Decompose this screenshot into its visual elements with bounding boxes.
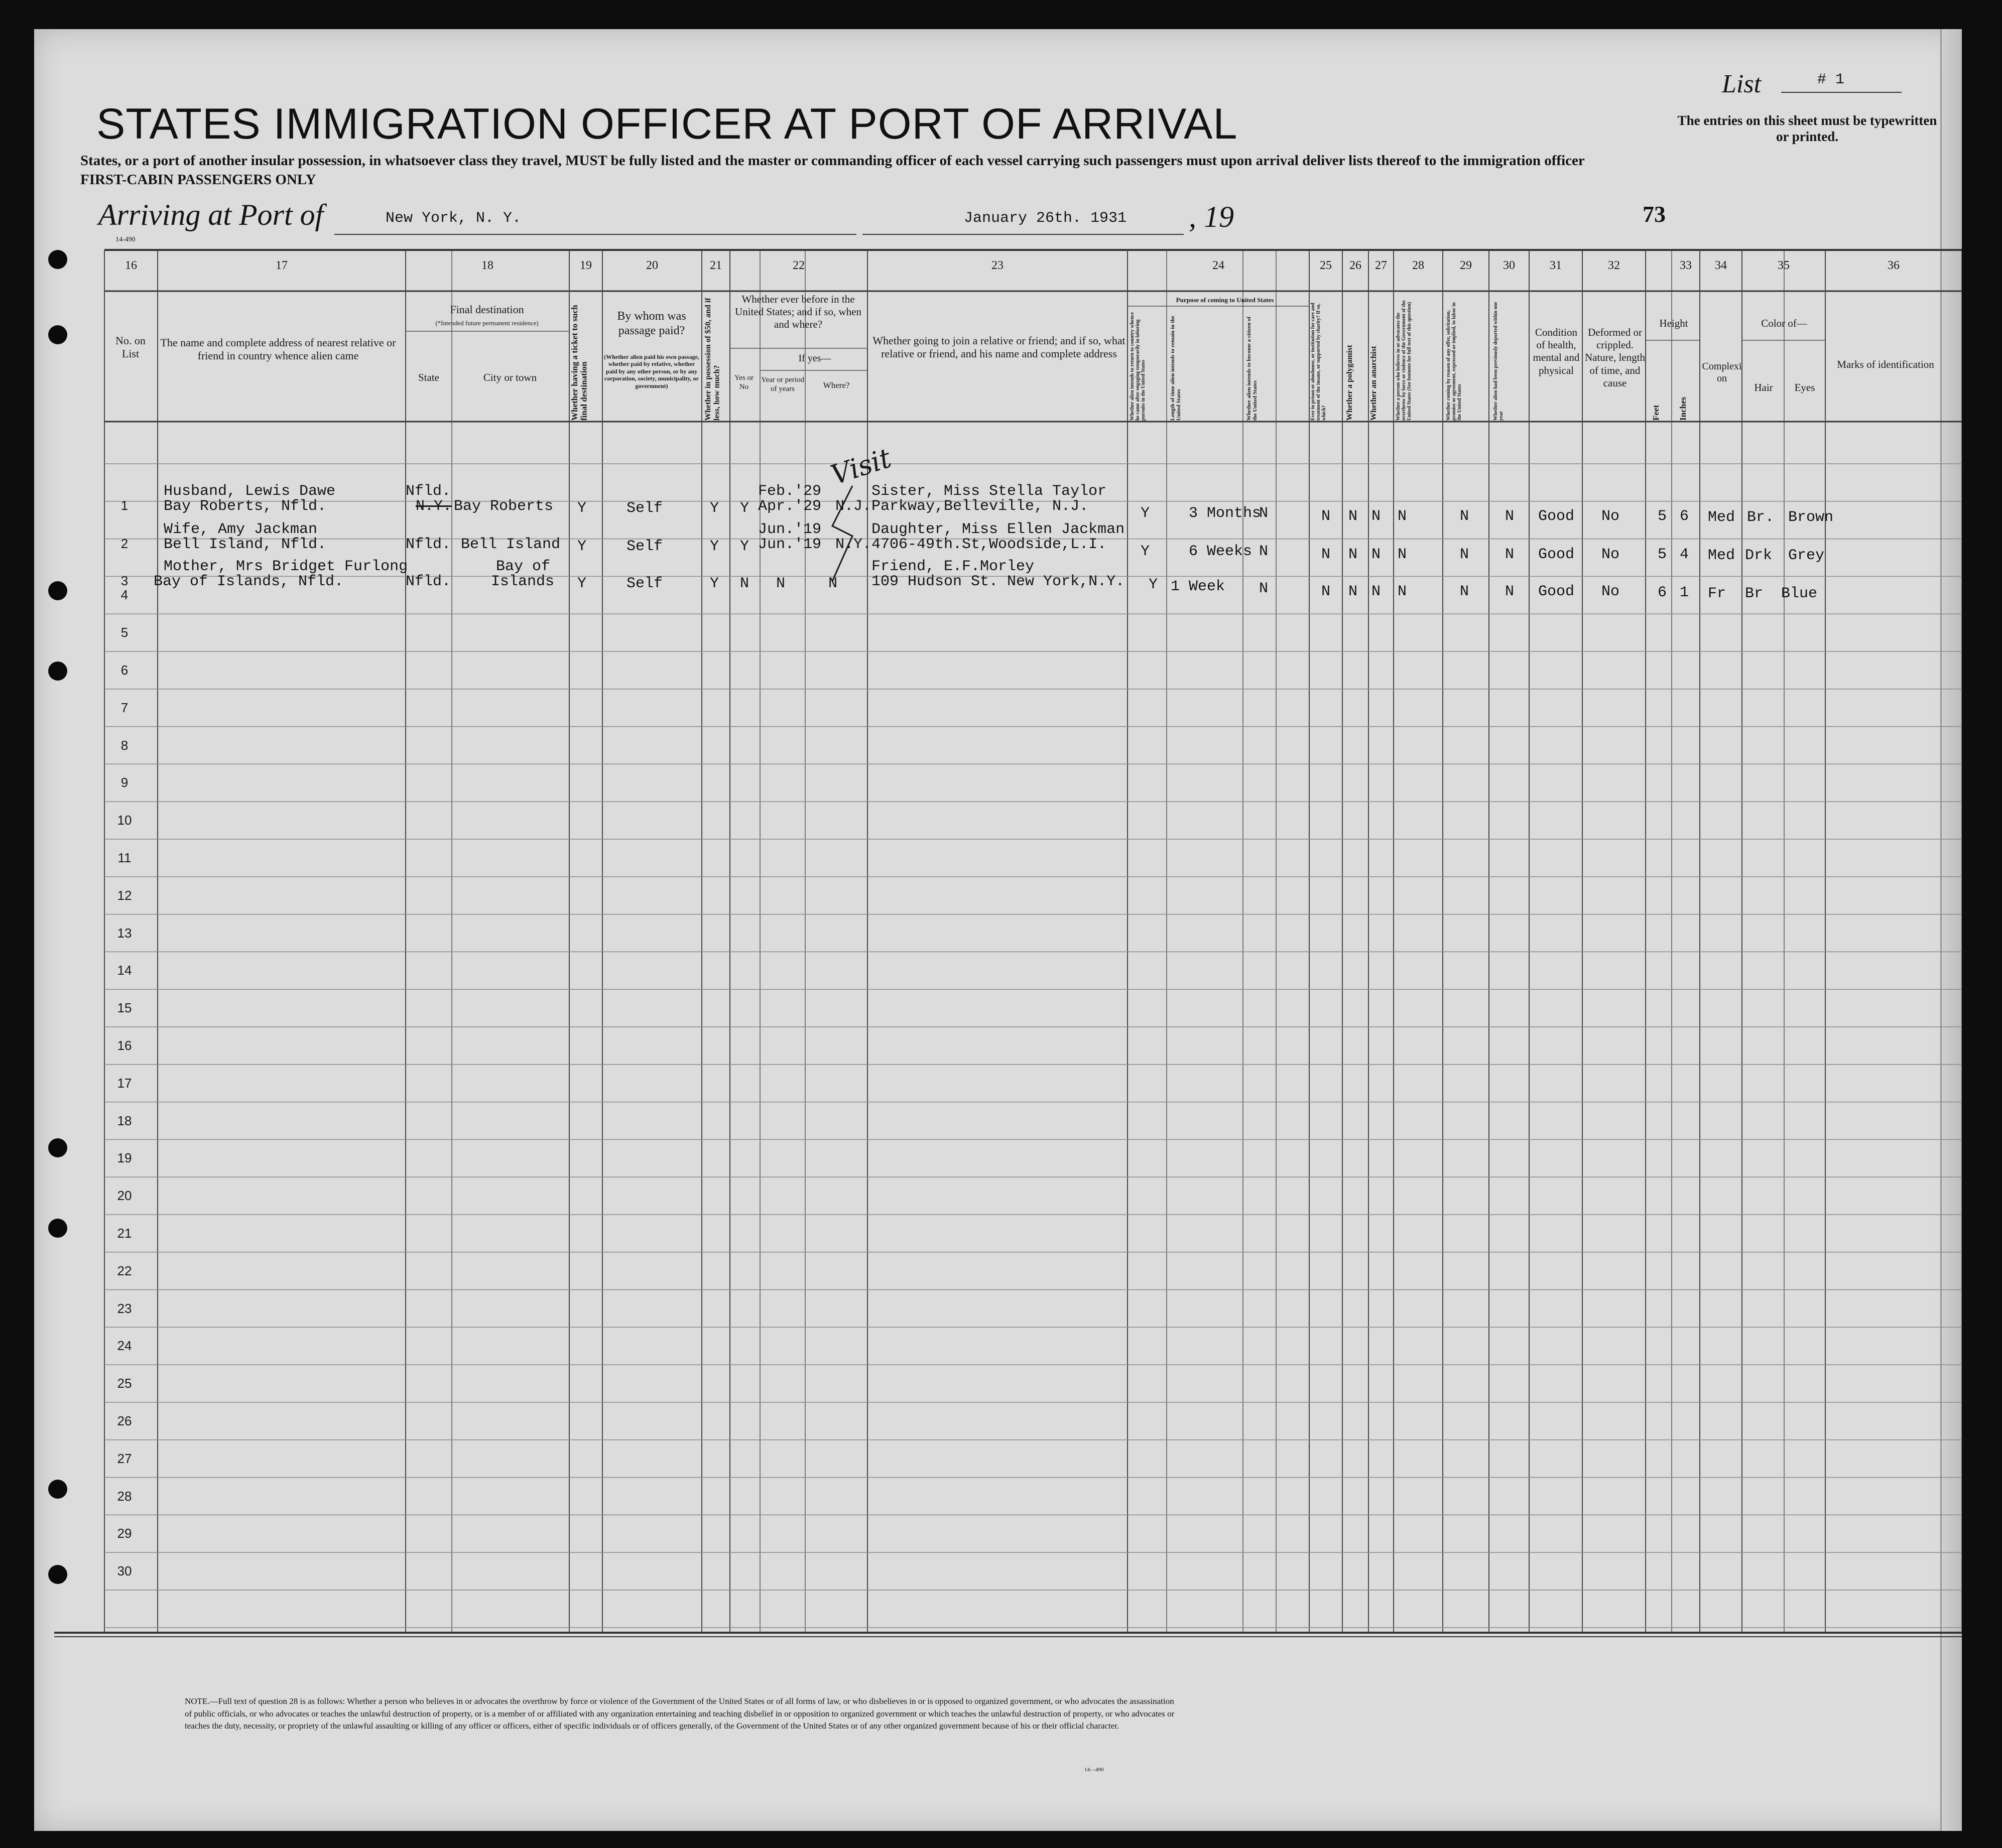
complexion: Med xyxy=(1708,509,1735,526)
height-feet: 5 xyxy=(1658,508,1667,525)
row-number: 29 xyxy=(117,1526,132,1541)
header-year: Year or period of years xyxy=(761,376,804,393)
manifest-sheet xyxy=(34,29,1962,1831)
row-number: 11 xyxy=(117,850,132,865)
header-marks: Marks of identification xyxy=(1837,358,1934,370)
deported: N xyxy=(1505,583,1515,600)
row-number: 4 xyxy=(120,587,129,603)
header-state: State xyxy=(418,371,439,383)
hair: Br xyxy=(1745,585,1764,602)
dest-state: Nfld. xyxy=(406,573,451,590)
relative-address: Bay Roberts, Nfld. xyxy=(164,498,327,515)
header-anarchist: Whether an anarchist xyxy=(1369,346,1378,421)
row-number: 15 xyxy=(117,1000,132,1016)
dest-city: Bay Roberts xyxy=(454,498,554,515)
column-number: 28 xyxy=(1412,259,1424,272)
dest-state: Nfld. xyxy=(406,483,451,500)
paid-by: Self xyxy=(627,500,663,517)
row-number: 2 xyxy=(120,536,129,551)
height-feet: 5 xyxy=(1658,546,1667,563)
before-us: N xyxy=(740,575,749,592)
column-number: 26 xyxy=(1349,259,1361,272)
column-number: 30 xyxy=(1503,259,1515,272)
header-inches: Inches xyxy=(1678,397,1688,421)
overthrow: N xyxy=(1398,546,1407,563)
eyes: Brown xyxy=(1788,509,1834,526)
list-underline xyxy=(1781,92,1902,93)
height-inches: 4 xyxy=(1680,546,1689,563)
prison: N xyxy=(1321,546,1331,563)
polygamist: N xyxy=(1348,583,1358,600)
years: Jun.'19 xyxy=(758,521,822,538)
column-number: 20 xyxy=(646,259,658,272)
column-number: 36 xyxy=(1888,259,1900,272)
column-number: 19 xyxy=(580,259,592,272)
row-number: 27 xyxy=(117,1450,132,1466)
column-number: 34 xyxy=(1715,259,1727,272)
length-of-stay: 3 Months xyxy=(1189,505,1262,522)
header-where: Where? xyxy=(823,380,850,390)
paid-by: Self xyxy=(627,575,663,592)
column-number: 24 xyxy=(1212,259,1224,272)
passenger-class: FIRST-CABIN PASSENGERS ONLY xyxy=(80,172,316,188)
column-number: 18 xyxy=(481,259,493,272)
money: Y xyxy=(710,538,719,555)
row-number: 21 xyxy=(117,1226,132,1241)
header-citizen: Whether alien intends to become a citizen of the United States xyxy=(1246,316,1259,421)
date-value: January 26th. 1931 xyxy=(964,210,1127,227)
offer: N xyxy=(1460,508,1469,525)
length-of-stay: 1 Week xyxy=(1171,578,1225,595)
ticket: Y xyxy=(577,500,587,517)
column-number: 32 xyxy=(1608,259,1620,272)
column-number: 23 xyxy=(991,259,1004,272)
header-list-number: No. on List xyxy=(115,334,146,360)
header-deported: Whether alien had been previously deported within one year xyxy=(1493,302,1504,421)
length-of-stay: 6 Weeks xyxy=(1189,543,1253,560)
offer: N xyxy=(1460,583,1469,600)
years: Apr.'29 xyxy=(758,498,822,515)
row-number: 3 xyxy=(120,573,129,588)
health: Good xyxy=(1538,508,1575,525)
header-offer: Whether coming by reason of any offer, solicitation, promise or agreement, expressed or implied, to labor in the United States xyxy=(1446,302,1462,421)
deformed: No xyxy=(1601,508,1620,525)
row-number: 25 xyxy=(117,1376,132,1391)
column-number: 25 xyxy=(1320,259,1332,272)
where: N.J. xyxy=(835,498,872,515)
sheet-instructions: The entries on this sheet must be typewritten or printed. xyxy=(1677,113,1937,145)
row-number: 6 xyxy=(120,663,129,678)
paid-by: Self xyxy=(627,538,663,555)
header-deformed: Deformed or crippled. Nature, length of time, and cause xyxy=(1584,326,1646,389)
row-number: 22 xyxy=(117,1263,132,1278)
row-number: 5 xyxy=(120,625,129,640)
row-number: 30 xyxy=(117,1563,132,1579)
dest-state-crossed: N.Y. xyxy=(416,498,452,515)
joining-address: 109 Hudson St. New York,N.Y. xyxy=(871,573,1125,590)
arriving-label: Arriving at Port of xyxy=(98,198,324,231)
header-fifty-dollars: Whether in possession of $50, and if less, how much? xyxy=(704,298,721,421)
header-purpose: Purpose of coming to United States xyxy=(1176,296,1274,304)
column-number: 21 xyxy=(710,259,722,272)
form-grid xyxy=(34,29,1962,1831)
handwritten-visit-note: Visit xyxy=(827,442,895,491)
form-subtitle: States, or a port of another insular possession, in whatsoever class they travel, MUST be fully listed and the master or commanding officer of each vessel carrying such passengers must upon arrival deliver lists thereof to the immigration officer xyxy=(80,153,1585,169)
header-joining: Whether going to join a relative or friend; and if so, what relative or friend, and his name and complete address xyxy=(872,334,1125,360)
column-number: 35 xyxy=(1778,259,1790,272)
column-number: 17 xyxy=(276,259,288,272)
row-number: 23 xyxy=(117,1300,132,1316)
health: Good xyxy=(1538,583,1575,600)
header-if-yes: If yes— xyxy=(798,353,831,364)
complexion: Fr xyxy=(1708,585,1726,602)
column-number: 29 xyxy=(1460,259,1472,272)
relative-name: Husband, Lewis Dawe xyxy=(164,483,336,500)
list-number: # 1 xyxy=(1817,71,1845,88)
eyes: Blue xyxy=(1781,585,1818,602)
page-number: 73 xyxy=(1643,201,1666,227)
years: N xyxy=(776,575,786,592)
relative-address: Bell Island, Nfld. xyxy=(164,536,327,553)
overthrow: N xyxy=(1398,583,1407,600)
column-number: 27 xyxy=(1375,259,1387,272)
header-return: Whether alien intends to return to country whence he came after engaging temporarily in laboring pursuits in the United States xyxy=(1130,312,1146,421)
joining-relative: Daughter, Miss Ellen Jackman xyxy=(871,521,1125,538)
dest-state: Nfld. xyxy=(406,536,451,553)
form-title: STATES IMMIGRATION OFFICER AT PORT OF ARRIVAL xyxy=(96,100,1238,148)
dest-city: Bay of xyxy=(496,558,551,575)
eyes: Grey xyxy=(1788,547,1825,564)
row-number: 8 xyxy=(120,737,129,753)
joining-address: 4706-49th.St,Woodside,L.I. xyxy=(871,536,1107,553)
row-number: 7 xyxy=(120,700,129,715)
citizen: N xyxy=(1259,505,1269,522)
money: Y xyxy=(710,575,719,592)
return: Y xyxy=(1141,543,1150,560)
header-passage-paid-note: (Whether alien paid his own passage, whether paid by relative, whether paid by any other person, or by any corporation, society, municipality, or government) xyxy=(604,353,699,389)
header-final-destination: Final destination xyxy=(450,303,524,316)
deported: N xyxy=(1505,546,1515,563)
header-overthrow: Whether a person who believes in or advocates the overthrow by force or violence of the Government of the United States (See footnote for full text of this question) xyxy=(1396,300,1412,421)
header-city: City or town xyxy=(483,371,537,383)
header-hair: Hair xyxy=(1754,381,1773,393)
form-code: 14-490 xyxy=(115,236,136,243)
row-number: 28 xyxy=(117,1488,132,1504)
row-number: 1 xyxy=(120,498,129,513)
where: N xyxy=(828,575,838,592)
row-number: 24 xyxy=(117,1338,132,1354)
relative-address: Bay of Islands, Nfld. xyxy=(154,573,344,590)
return: Y xyxy=(1149,576,1158,593)
header-yes-no: Yes or No xyxy=(734,374,754,391)
dest-city: Islands xyxy=(491,573,555,590)
header-final-destination-note: (*Intended future permanent residence) xyxy=(435,319,539,327)
row-number: 20 xyxy=(117,1188,132,1204)
dest-city: Bell Island xyxy=(461,536,561,553)
header-color: Color of— xyxy=(1761,317,1807,329)
overthrow: N xyxy=(1398,508,1407,525)
citizen: N xyxy=(1259,580,1269,597)
joining-relative: Sister, Miss Stella Taylor xyxy=(871,483,1107,500)
deformed: No xyxy=(1601,583,1620,600)
handwritten-bracket xyxy=(822,481,872,591)
anarchist: N xyxy=(1371,583,1381,600)
header-ticket: Whether having a ticket to such final destination xyxy=(570,305,589,421)
footnote-question-28: NOTE.—Full text of question 28 is as follows: Whether a person who believes in or advocates the overthrow by force or violence of the Government of the United States or of all forms of law, or who disbelieves in or is opposed to organized government, or who advocates the assassination of public officials, or who advocates or teaches the unlawful destruction of property, or is a member of or affiliated with any organization entertaining and teaching disbelief in or opposition to organized government or which teaches the unlawful destruction of property, or who advocates or teaches the duty, necessity, or propriety of the unlawful assaulting or killing of any officer or officers, either of specific individuals or of officers generally, of the Government of the United States or of any other organized government because of his or their official character. xyxy=(185,1696,1175,1731)
hair: Drk xyxy=(1745,547,1773,564)
header-health: Condition of health, mental and physical xyxy=(1533,326,1580,376)
header-nearest-relative: The name and complete address of nearest relative or friend in country whence alien came xyxy=(160,336,396,362)
before-us: Y xyxy=(740,500,749,517)
row-number: 26 xyxy=(117,1413,132,1428)
column-number: 16 xyxy=(125,259,137,272)
header-eyes: Eyes xyxy=(1794,381,1815,393)
header-polygamist: Whether a polygamist xyxy=(1345,345,1354,421)
row-number: 16 xyxy=(117,1038,132,1053)
hair: Br. xyxy=(1747,509,1775,526)
complexion: Med xyxy=(1708,547,1735,564)
deported: N xyxy=(1505,508,1515,525)
column-number: 31 xyxy=(1550,259,1562,272)
joining-relative: Friend, E.F.Morley xyxy=(871,558,1035,575)
row-number: 17 xyxy=(117,1075,132,1091)
row-number: 14 xyxy=(117,963,132,978)
row-number: 9 xyxy=(120,775,129,790)
port-value: New York, N. Y. xyxy=(386,210,522,227)
row-number: 18 xyxy=(117,1113,132,1128)
column-number: 22 xyxy=(793,259,805,272)
year-prefix: , 19 xyxy=(1189,200,1234,233)
years: Feb.'29 xyxy=(758,483,822,500)
header-height: Height xyxy=(1659,317,1688,329)
ticket: Y xyxy=(577,575,587,592)
column-number: 33 xyxy=(1680,259,1692,272)
relative-name: Wife, Amy Jackman xyxy=(164,521,318,538)
relative-name: Mother, Mrs Bridget Furlong xyxy=(164,558,408,575)
row-number: 12 xyxy=(117,887,132,903)
header-passage-paid: By whom was passage paid? xyxy=(617,310,686,337)
joining-address: Parkway,Belleville, N.J. xyxy=(871,498,1089,515)
height-inches: 1 xyxy=(1680,584,1689,601)
header-before-in-us: Whether ever before in the United States; and if so, when and where? xyxy=(735,293,861,331)
height-inches: 6 xyxy=(1680,508,1689,525)
header-feet: Feet xyxy=(1651,405,1661,421)
header-complexion: Complexion xyxy=(1702,361,1742,384)
height-feet: 6 xyxy=(1658,584,1667,601)
row-number: 19 xyxy=(117,1150,132,1166)
polygamist: N xyxy=(1348,546,1358,563)
prison: N xyxy=(1321,583,1331,600)
ticket: Y xyxy=(577,538,587,555)
where: N.Y. xyxy=(835,536,872,553)
offer: N xyxy=(1460,546,1469,563)
header-length: Length of time alien intends to remain in the United States xyxy=(1170,316,1182,421)
header-prison: Ever in prison or almshouse, or institution for care and treatment of the insane, or supported by charity? If so, which? xyxy=(1310,303,1327,421)
port-underline xyxy=(334,234,856,235)
list-label: List xyxy=(1722,70,1762,98)
years: Jun.'19 xyxy=(758,536,822,553)
anarchist: N xyxy=(1371,508,1381,525)
return: Y xyxy=(1141,505,1150,522)
citizen: N xyxy=(1259,543,1269,560)
polygamist: N xyxy=(1348,508,1358,525)
footer-form-code: 14—490 xyxy=(1084,1767,1104,1773)
date-underline xyxy=(862,234,1184,235)
row-number: 13 xyxy=(117,925,132,941)
anarchist: N xyxy=(1371,546,1381,563)
prison: N xyxy=(1321,508,1331,525)
row-number: 10 xyxy=(117,813,132,828)
health: Good xyxy=(1538,546,1575,563)
before-us: Y xyxy=(740,538,749,555)
money: Y xyxy=(710,500,719,517)
deformed: No xyxy=(1601,546,1620,563)
